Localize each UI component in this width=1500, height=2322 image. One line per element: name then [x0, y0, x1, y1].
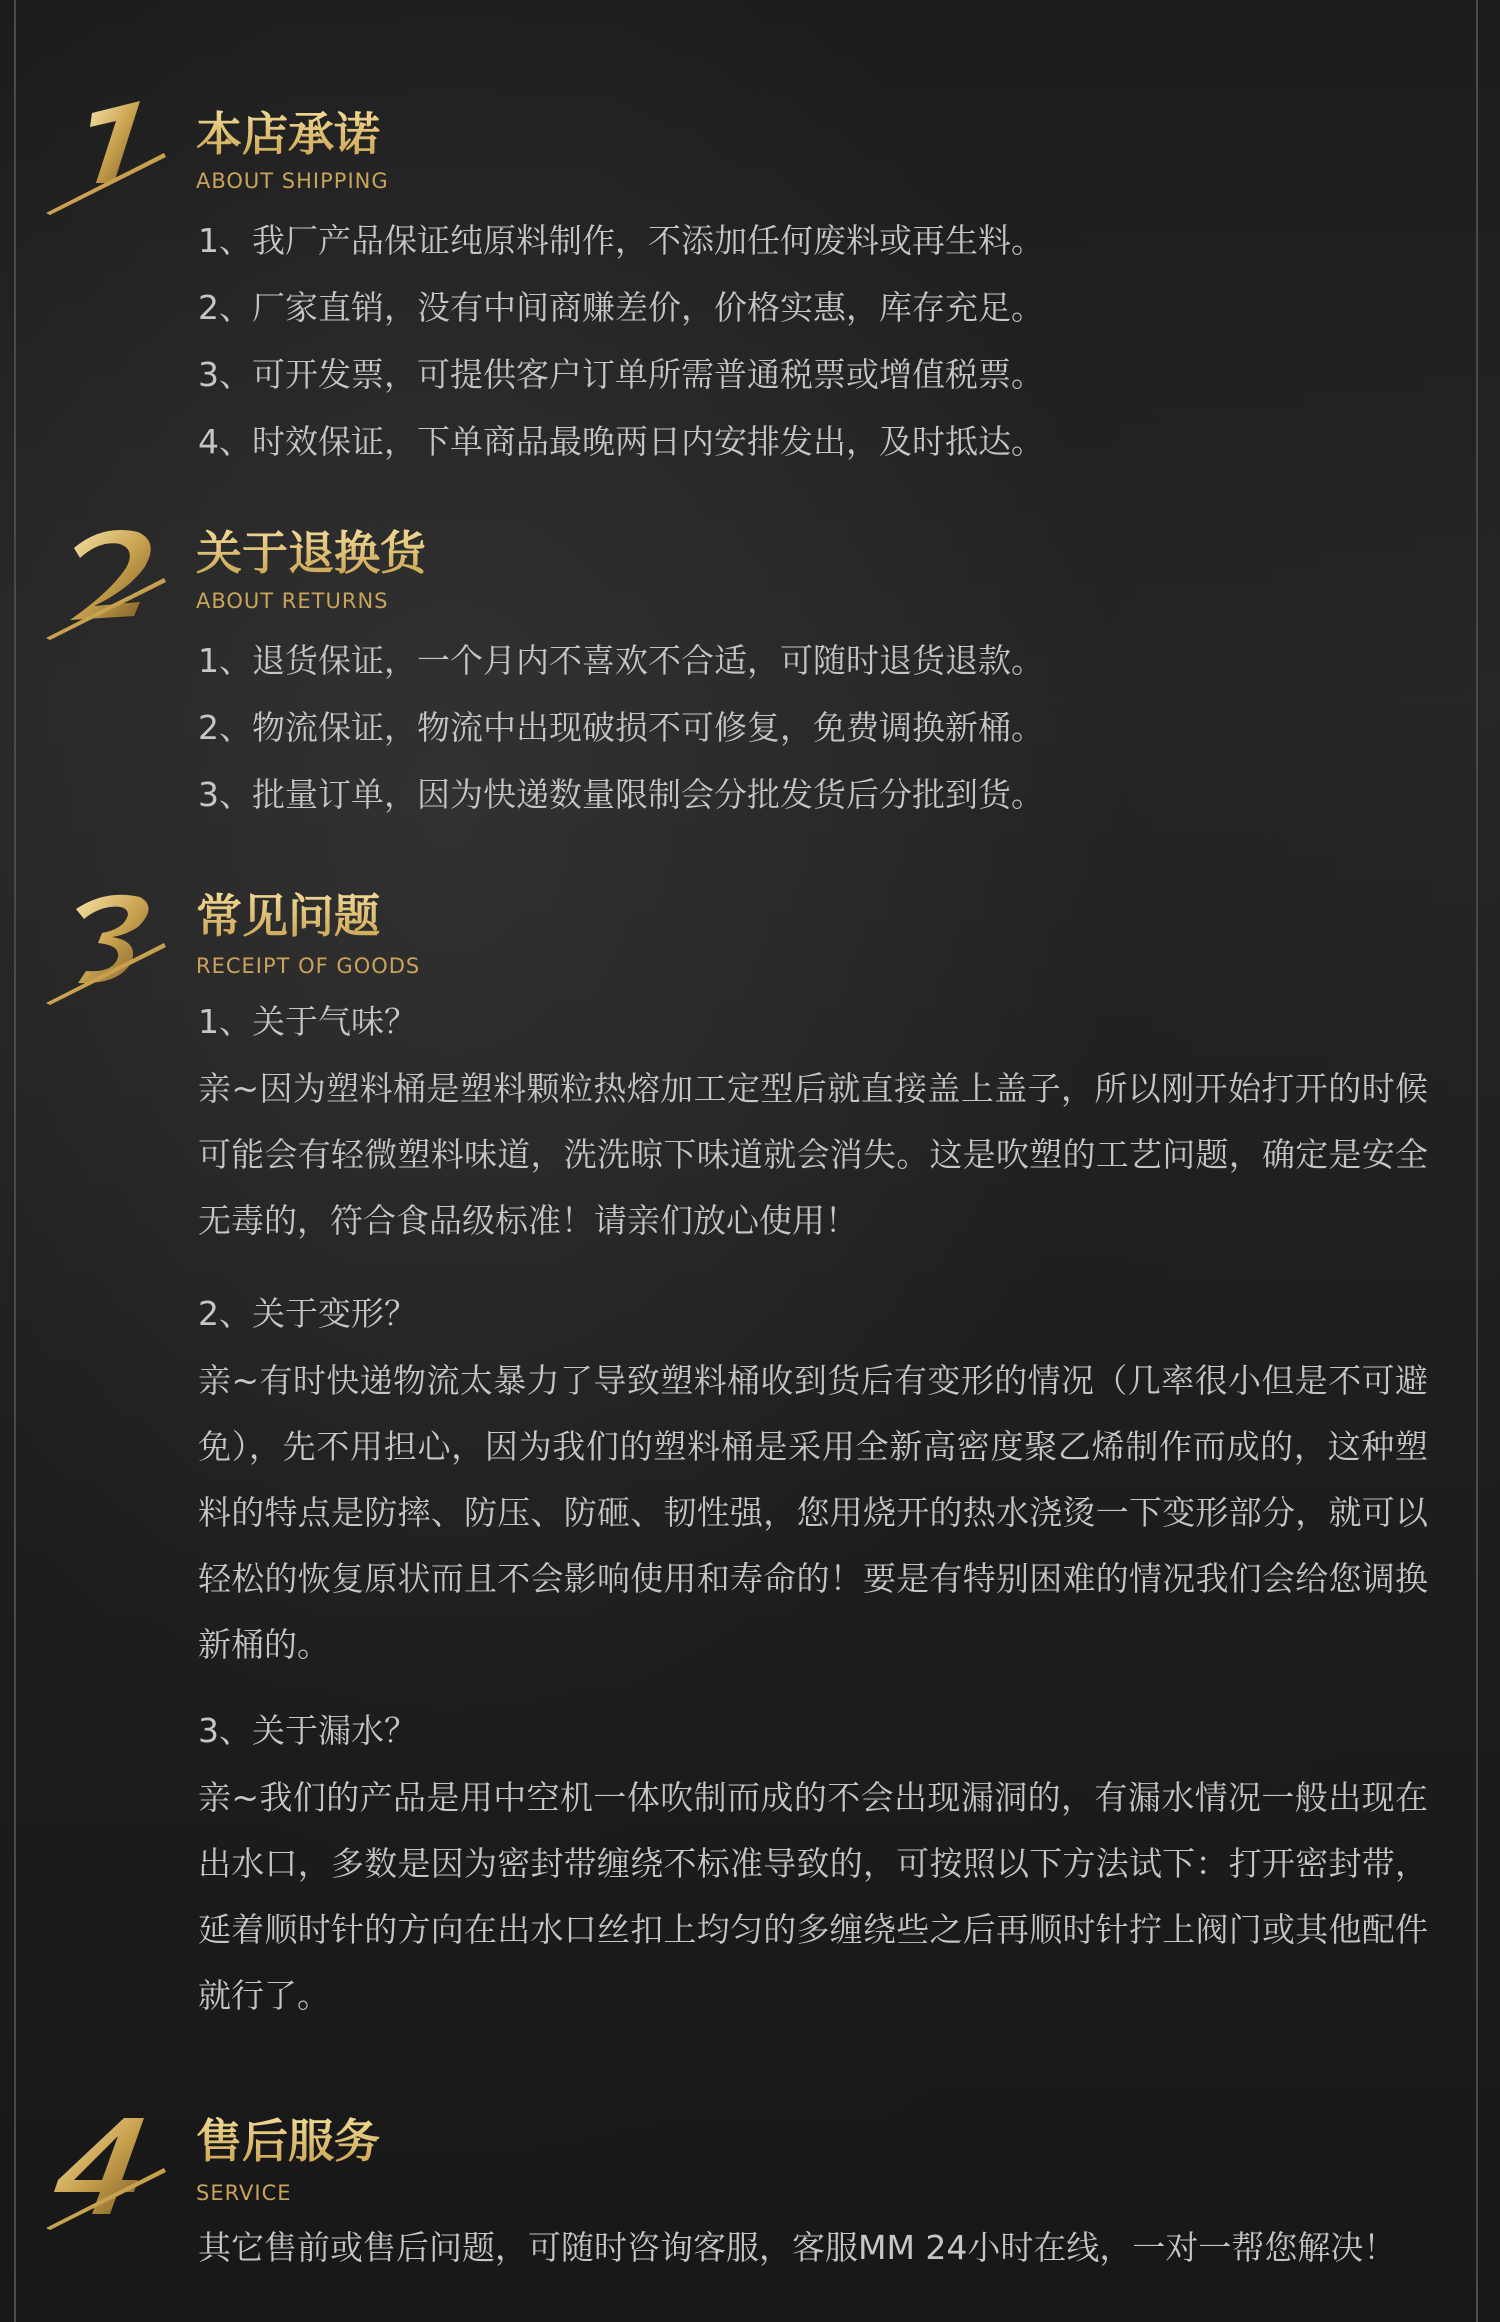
- list-item: 1、退货保证，一个月内不喜欢不合适，可随时退货退款。: [198, 641, 1044, 680]
- list-item: 3、批量订单，因为快递数量限制会分批发货后分批到货。: [198, 775, 1044, 814]
- faq-answer: 亲~我们的产品是用中空机一体吹制而成的不会出现漏洞的，有漏水情况一般出现在出水口，多数是因为密封带缠绕不标准导致的，可按照以下方法试下：打开密封带，延着顺时针的方向在出水口丝扣上均匀的多缠绕些之后再顺时针拧上阀门或其他配件就行了。: [198, 1778, 1428, 2015]
- numeral-2-icon: [40, 520, 170, 640]
- section-title: 常见问题: [196, 889, 380, 943]
- faq-question: 1、关于气味？: [198, 1002, 417, 1041]
- list-item: 1、我厂产品保证纯原料制作，不添加任何废料或再生料。: [198, 221, 1044, 260]
- frame-border-left: [14, 0, 16, 2322]
- faq-question: 2、关于变形？: [198, 1294, 417, 1333]
- section-title: 售后服务: [196, 2114, 380, 2168]
- faq-question: 3、关于漏水？: [198, 1711, 417, 1750]
- numeral-4-icon: [40, 2110, 170, 2230]
- numeral-1-icon: [40, 95, 170, 215]
- numeral-3-icon: [40, 885, 170, 1005]
- faq-answer: 亲~有时快递物流太暴力了导致塑料桶收到货后有变形的情况（几率很小但是不可避免），先不用担心，因为我们的塑料桶是采用全新高密度聚乙烯制作而成的，这种塑料的特点是防摔、防压、防砸、韧性强，您用烧开的热水浇烫一下变形部分，就可以轻松的恢复原状而且不会影响使用和寿命的！要是有特别困难的情况我们会给您调换新桶的。: [198, 1361, 1428, 1664]
- list-item: 4、时效保证，下单商品最晚两日内安排发出，及时抵达。: [198, 422, 1044, 461]
- section-subtitle: ABOUT RETURNS: [196, 589, 389, 613]
- list-item: 2、厂家直销，没有中间商赚差价，价格实惠，库存充足。: [198, 288, 1044, 327]
- list-item: 2、物流保证，物流中出现破损不可修复，免费调换新桶。: [198, 708, 1044, 747]
- section-title: 本店承诺: [196, 107, 380, 161]
- service-text: 其它售前或售后问题，可随时咨询客服，客服MM 24小时在线，一对一帮您解决！: [198, 2228, 1397, 2267]
- section-subtitle: SERVICE: [196, 2181, 292, 2205]
- list-item: 3、可开发票，可提供客户订单所需普通税票或增值税票。: [198, 355, 1044, 394]
- section-subtitle: ABOUT SHIPPING: [196, 169, 389, 193]
- section-title: 关于退换货: [196, 526, 426, 580]
- frame-border-right: [1476, 0, 1478, 2322]
- section-subtitle: RECEIPT OF GOODS: [196, 954, 421, 978]
- faq-answer: 亲~因为塑料桶是塑料颗粒热熔加工定型后就直接盖上盖子，所以刚开始打开的时候可能会有轻微塑料味道，洗洗晾下味道就会消失。这是吹塑的工艺问题，确定是安全无毒的，符合食品级标准！请亲们放心使用！: [198, 1069, 1428, 1240]
